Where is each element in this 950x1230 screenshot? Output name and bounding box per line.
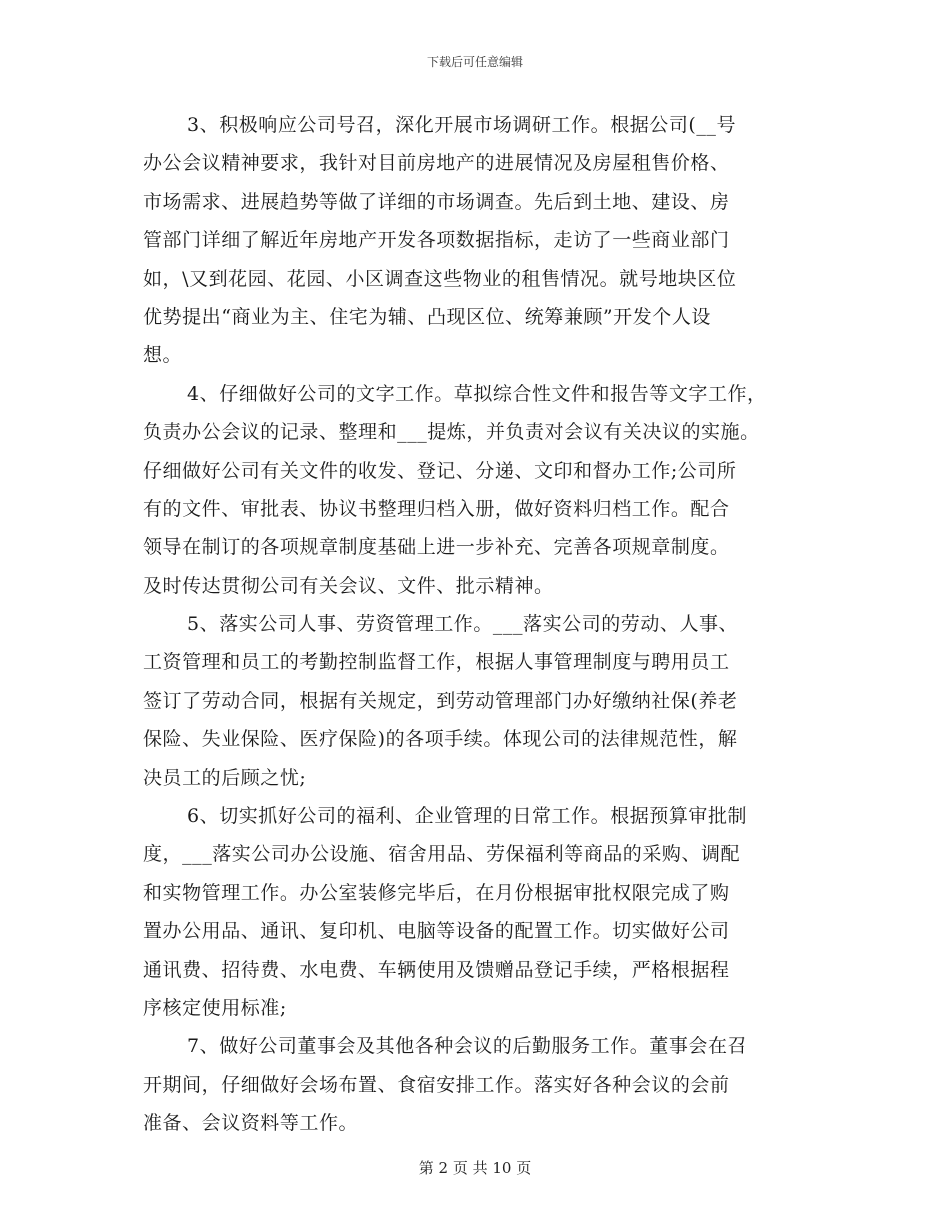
text-line: 管部门详细了解近年房地产开发各项数据指标，走访了一些商业部门 — [143, 229, 730, 252]
paragraph-7 — [143, 1027, 815, 1142]
paragraph-3 — [143, 106, 815, 375]
text-line: 3、积极响应公司号召，深化开展市场调研工作。根据公司(__号 — [187, 114, 737, 136]
text-line: 开期间，仔细做好会场布置、食宿安排工作。落实好各种会议的会前 — [143, 1073, 730, 1096]
text-line: 保险、失业保险、医疗保险)的各项手续。体现公司的法律规范性，解 — [143, 728, 738, 751]
paragraph-5 — [143, 605, 815, 797]
text-line: 市场需求、进展趋势等做了详细的市场调查。先后到土地、建设、房 — [143, 190, 730, 213]
text-line: 7、做好公司董事会及其他各种会议的后勤服务工作。董事会在召 — [187, 1035, 748, 1058]
text-line: 想。 — [143, 344, 183, 367]
text-line: 准备、会议资料等工作。 — [143, 1112, 359, 1135]
paragraph-4 — [143, 375, 815, 605]
text-line: 负责办公会议的记录、整理和___提炼，并负责对会议有关决议的实施。 — [143, 421, 760, 444]
text-line: 置办公用品、通讯、复印机、电脑等设备的配置工作。切实做好公司 — [143, 920, 730, 943]
text-line: 领导在制订的各项规章制度基础上进一步补充、完善各项规章制度。 — [143, 536, 730, 559]
text-line: 度，___落实公司办公设施、宿舍用品、劳保福利等商品的采购、调配 — [143, 843, 741, 866]
text-line: 优势提出“商业为主、住宅为辅、凸现区位、统筹兼顾”开发个人设 — [143, 305, 711, 328]
text-line: 有的文件、审批表、协议书整理归档入册，做好资料归档工作。配合 — [143, 497, 730, 520]
document-body — [143, 106, 815, 1143]
page-number: 第 2 页 共 10 页 — [418, 1159, 532, 1177]
text-line: 4、仔细做好公司的文字工作。草拟综合性文件和报告等文字工作， — [187, 382, 767, 405]
text-line: 决员工的后顾之忧; — [143, 766, 307, 789]
text-line: 和实物管理工作。办公室装修完毕后，在月份根据审批权限完成了购 — [143, 881, 730, 904]
text-line: 如，\又到花园、花园、小区调查这些物业的租售情况。就号地块区位 — [143, 267, 737, 290]
text-line: 仔细做好公司有关文件的收发、登记、分递、文印和督办工作;公司所 — [143, 459, 737, 482]
text-line: 签订了劳动合同，根据有关规定，到劳动管理部门办好缴纳社保(养老 — [143, 689, 738, 712]
page-header: 下载后可任意编辑 — [426, 55, 523, 69]
text-line: 6、切实抓好公司的福利、企业管理的日常工作。根据预算审批制 — [187, 805, 748, 828]
paragraph-6 — [143, 797, 815, 1027]
text-line: 及时传达贯彻公司有关会议、文件、批示精神。 — [143, 574, 554, 597]
text-line: 5、落实公司人事、劳资管理工作。___落实公司的劳动、人事、 — [187, 613, 739, 636]
text-line: 办公会议精神要求，我针对目前房地产的进展情况及房屋租售价格、 — [143, 152, 730, 175]
text-line: 序核定使用标准; — [143, 996, 287, 1019]
text-line: 工资管理和员工的考勤控制监督工作，根据人事管理制度与聘用员工 — [143, 651, 730, 674]
text-line: 通讯费、招待费、水电费、车辆使用及馈赠品登记手续，严格根据程 — [143, 958, 730, 981]
